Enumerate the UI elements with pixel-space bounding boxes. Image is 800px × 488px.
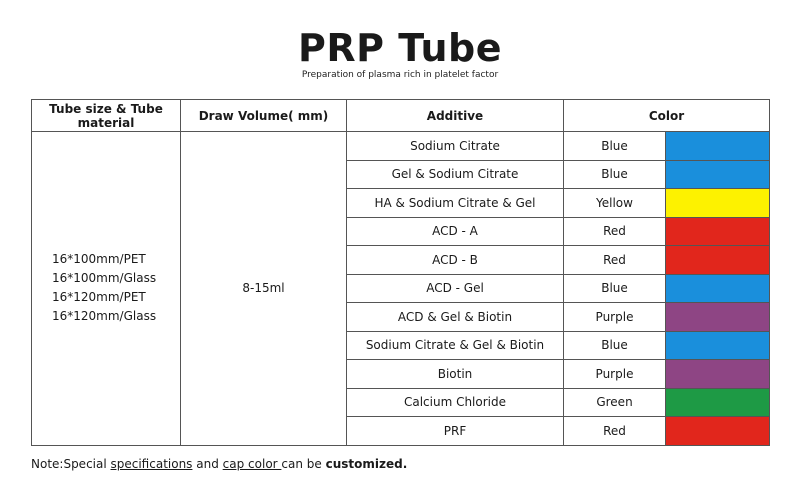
table-row	[32, 132, 770, 161]
color-name-cell: Yellow	[564, 189, 666, 218]
note-cap-color: cap color	[222, 457, 282, 471]
color-swatch	[666, 360, 770, 389]
color-name-cell: Red	[564, 246, 666, 275]
additive-cell: HA & Sodium Citrate & Gel	[347, 189, 564, 218]
color-swatch	[666, 388, 770, 417]
color-name-cell: Purple	[564, 360, 666, 389]
header-color: Color	[564, 100, 770, 132]
additive-cell: PRF	[347, 417, 564, 446]
color-swatch	[666, 217, 770, 246]
color-swatch	[666, 246, 770, 275]
color-name-cell: Blue	[564, 132, 666, 161]
page-title: PRP Tube	[298, 26, 502, 70]
additive-cell: ACD & Gel & Biotin	[347, 303, 564, 332]
color-name-cell: Blue	[564, 274, 666, 303]
note-specifications: specifications	[110, 457, 193, 471]
color-name-cell: Red	[564, 417, 666, 446]
note-middle: and	[192, 457, 223, 471]
tube-size-item: 16*100mm/PET	[52, 252, 146, 267]
additive-cell: Gel & Sodium Citrate	[347, 160, 564, 189]
color-swatch	[666, 331, 770, 360]
color-swatch	[666, 303, 770, 332]
note-suffix: can be	[281, 457, 326, 471]
color-name-cell: Red	[564, 217, 666, 246]
note-prefix: Note:Special	[31, 457, 111, 471]
tube-size-item: 16*120mm/Glass	[52, 309, 157, 324]
additive-cell: Calcium Chloride	[347, 388, 564, 417]
header-additive: Additive	[347, 100, 564, 132]
footer-note	[31, 457, 407, 471]
note-customized: customized.	[325, 457, 408, 471]
page-subtitle: Preparation of plasma rich in platelet factor	[301, 70, 499, 80]
color-swatch	[666, 160, 770, 189]
header-tube-size: Tube size & Tube material	[32, 100, 181, 132]
additive-cell: ACD - A	[347, 217, 564, 246]
draw-volume-cell: 8-15ml	[181, 132, 347, 446]
tube-size-item: 16*100mm/Glass	[52, 271, 157, 286]
color-name-cell: Blue	[564, 160, 666, 189]
tube-size-cell	[32, 132, 181, 446]
color-swatch	[666, 417, 770, 446]
additive-cell: Sodium Citrate & Gel & Biotin	[347, 331, 564, 360]
color-name-cell: Purple	[564, 303, 666, 332]
additive-cell: Biotin	[347, 360, 564, 389]
color-name-cell: Green	[564, 388, 666, 417]
table-header-row	[32, 100, 770, 132]
prp-tube-spec-table	[31, 99, 770, 446]
additive-cell: ACD - Gel	[347, 274, 564, 303]
color-name-cell: Blue	[564, 331, 666, 360]
color-swatch	[666, 132, 770, 161]
additive-cell: ACD - B	[347, 246, 564, 275]
additive-cell: Sodium Citrate	[347, 132, 564, 161]
header-draw-volume: Draw Volume( mm)	[181, 100, 347, 132]
color-swatch	[666, 189, 770, 218]
tube-size-item: 16*120mm/PET	[52, 290, 146, 305]
color-swatch	[666, 274, 770, 303]
